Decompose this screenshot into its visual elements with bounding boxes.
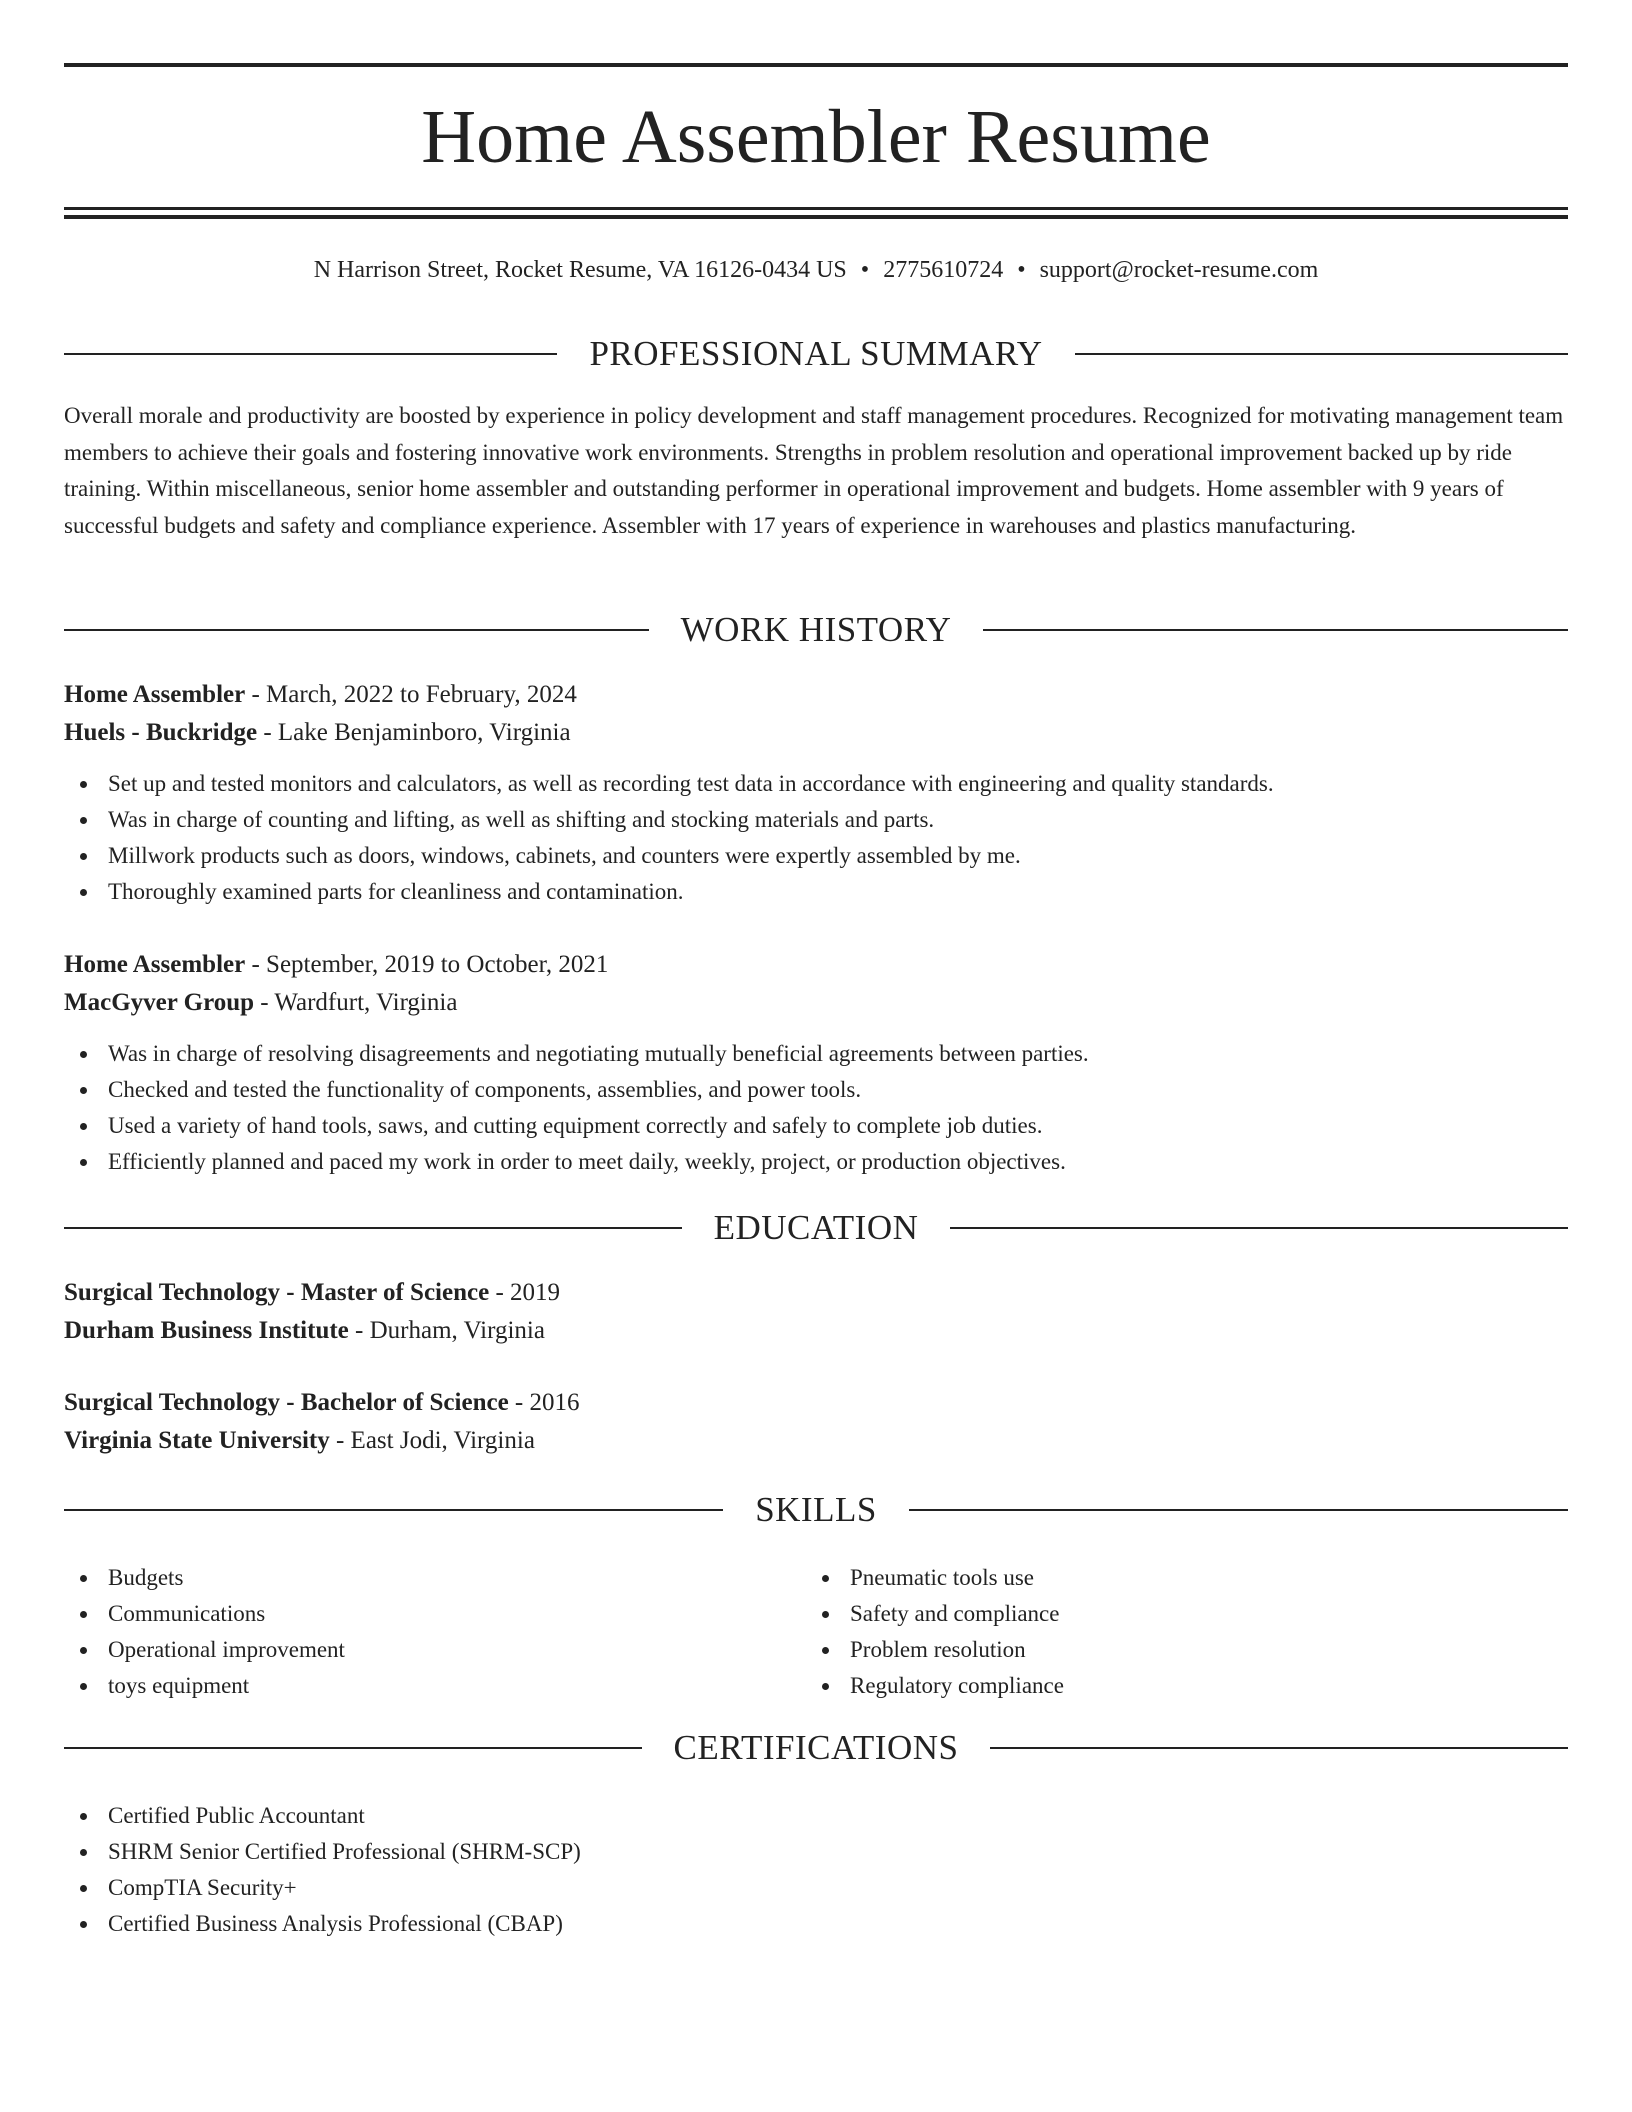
summary-text: Overall morale and productivity are boosted by experience in policy development and staff management procedures. Recognized for motivating management team members to achieve their goals and fostering innovative work environments. Strengths in problem resolution and operational improvement backed up by ride training. Within miscellaneous, senior home assembler and outstanding performer in operational improvement and budgets. Home assembler with 9 years of successful budgets and safety and compliance experience. Assembler with 17 years of experience in warehouses and plastics manufacturing. (64, 403, 1564, 538)
list-item (64, 874, 1568, 910)
education-school: Virginia State University (64, 1427, 330, 1454)
job-role: Home Assembler (64, 951, 246, 978)
education-degree-line (64, 1274, 1568, 1312)
education-location: - Durham, Virginia (348, 1317, 545, 1344)
skill-text: toys equipment (108, 1673, 250, 1698)
certification-text: Certified Business Analysis Professional (CBAP) (108, 1911, 563, 1936)
education-degree: Surgical Technology - Bachelor of Science (64, 1389, 509, 1416)
bullet-icon (80, 1051, 87, 1058)
bullet-text: Millwork products such as doors, windows, cabinets, and counters were expertly assembled by me. (108, 843, 1021, 868)
list-item (64, 1108, 1568, 1144)
list-item (64, 1798, 1568, 1834)
education-school-line (64, 1312, 1568, 1350)
bullet-icon (80, 1123, 87, 1130)
title-double-rule-lower (64, 215, 1568, 219)
list-item (806, 1596, 1506, 1632)
bullet-icon (80, 1087, 87, 1094)
list-item (64, 1144, 1568, 1180)
section-title: WORK HISTORY (680, 610, 952, 649)
section-heading-skills (64, 1490, 1568, 1530)
list-item (806, 1560, 1506, 1596)
contact-phone: 2775610724 (883, 257, 1004, 283)
skill-text: Regulatory compliance (850, 1673, 1064, 1698)
section-heading-summary (64, 334, 1568, 374)
heading-rule (1075, 353, 1568, 355)
bullet-icon (80, 1159, 87, 1166)
heading-rule (950, 1227, 1568, 1229)
job-role: Home Assembler (64, 681, 246, 708)
contact-separator: • (1017, 257, 1026, 283)
contact-line (64, 254, 1568, 286)
job-bullets (64, 766, 1568, 910)
skill-text: Budgets (108, 1565, 184, 1590)
bullet-text: Was in charge of counting and lifting, as well as shifting and stocking materials and parts. (108, 807, 935, 832)
bullet-icon (80, 1885, 87, 1892)
contact-email: support@rocket-resume.com (1039, 257, 1319, 283)
certification-text: SHRM Senior Certified Professional (SHRM-SCP) (108, 1839, 581, 1864)
education-entry (64, 1384, 1568, 1460)
bullet-icon (822, 1611, 829, 1618)
certifications-list (64, 1798, 1568, 1942)
heading-rule (990, 1747, 1568, 1749)
job-location: - Lake Benjaminboro, Virginia (257, 719, 571, 746)
list-item (64, 1834, 1568, 1870)
section-heading-work (64, 610, 1568, 650)
bullet-icon (822, 1575, 829, 1582)
skill-text: Operational improvement (108, 1637, 345, 1662)
bullet-icon (80, 889, 87, 896)
skill-text: Pneumatic tools use (850, 1565, 1034, 1590)
bullet-icon (80, 1611, 87, 1618)
bullet-icon (80, 1813, 87, 1820)
list-item (64, 1632, 764, 1668)
contact-separator: • (860, 257, 870, 283)
bullet-icon (80, 781, 87, 788)
job-location: - Wardfurt, Virginia (254, 989, 458, 1016)
list-item (64, 1668, 764, 1704)
list-item (806, 1632, 1506, 1668)
list-item (64, 1870, 1568, 1906)
section-title: EDUCATION (713, 1208, 919, 1247)
bullet-icon (80, 1921, 87, 1928)
bullet-icon (80, 853, 87, 860)
resume-title: Home Assembler Resume (421, 95, 1211, 179)
job-entry (64, 676, 1568, 910)
list-item (64, 1036, 1568, 1072)
list-item (64, 1072, 1568, 1108)
heading-rule (64, 353, 557, 355)
education-degree: Surgical Technology - Master of Science (64, 1279, 490, 1306)
bullet-text: Set up and tested monitors and calculators, as well as recording test data in accordance with engineering and quality standards. (108, 771, 1274, 796)
job-company: Huels - Buckridge (64, 719, 258, 746)
bullet-icon (80, 1575, 87, 1582)
section-heading-certifications (64, 1728, 1568, 1768)
skills-column-left (64, 1560, 764, 1704)
heading-rule (64, 629, 649, 631)
job-dates: - September, 2019 to October, 2021 (245, 951, 609, 978)
job-entry (64, 946, 1568, 1180)
heading-rule (909, 1509, 1568, 1511)
job-title-line (64, 676, 1568, 714)
bullet-icon (80, 1849, 87, 1856)
bullet-icon (80, 1647, 87, 1654)
list-item (64, 838, 1568, 874)
list-item (64, 766, 1568, 802)
bullet-icon (822, 1647, 829, 1654)
education-school: Durham Business Institute (64, 1317, 349, 1344)
bullet-text: Thoroughly examined parts for cleanliness and contamination. (108, 879, 684, 904)
education-year: - 2019 (489, 1279, 561, 1306)
certification-text: CompTIA Security+ (108, 1875, 297, 1900)
section-title: PROFESSIONAL SUMMARY (589, 334, 1043, 373)
education-year: - 2016 (508, 1389, 580, 1416)
certification-text: Certified Public Accountant (108, 1803, 365, 1828)
section-title: SKILLS (755, 1490, 877, 1529)
list-item (64, 1560, 764, 1596)
bullet-text: Checked and tested the functionality of components, assemblies, and power tools. (108, 1077, 862, 1102)
list-item (64, 1596, 764, 1632)
skill-text: Communications (108, 1601, 266, 1626)
job-bullets (64, 1036, 1568, 1180)
job-company-line (64, 714, 1568, 752)
education-entry (64, 1274, 1568, 1350)
heading-rule (64, 1227, 682, 1229)
skills-list (806, 1560, 1506, 1704)
job-title-line (64, 946, 1568, 984)
certifications-block (64, 1798, 1568, 1942)
bullet-text: Efficiently planned and paced my work in order to meet daily, weekly, project, or production objectives. (108, 1149, 1066, 1174)
list-item (806, 1668, 1506, 1704)
job-company: MacGyver Group (64, 989, 255, 1016)
skills-list (64, 1560, 764, 1704)
bullet-icon (80, 817, 87, 824)
list-item (64, 1906, 1568, 1942)
bullet-icon (822, 1683, 829, 1690)
bullet-icon (80, 1683, 87, 1690)
top-rule (64, 63, 1568, 67)
job-company-line (64, 984, 1568, 1022)
heading-rule (64, 1747, 642, 1749)
section-title: CERTIFICATIONS (673, 1728, 959, 1767)
heading-rule (983, 629, 1568, 631)
education-school-line (64, 1422, 1568, 1460)
skills-column-right (806, 1560, 1506, 1704)
skill-text: Problem resolution (850, 1637, 1026, 1662)
contact-address: N Harrison Street, Rocket Resume, VA 16126-0434 US (313, 257, 847, 283)
bullet-text: Was in charge of resolving disagreements and negotiating mutually beneficial agreements between parties. (108, 1041, 1089, 1066)
title-double-rule-upper (64, 207, 1568, 210)
skill-text: Safety and compliance (850, 1601, 1060, 1626)
education-degree-line (64, 1384, 1568, 1422)
bullet-text: Used a variety of hand tools, saws, and cutting equipment correctly and safely to complete job duties. (108, 1113, 1043, 1138)
heading-rule (64, 1509, 723, 1511)
section-heading-education (64, 1208, 1568, 1248)
education-location: - East Jodi, Virginia (329, 1427, 535, 1454)
job-dates: - March, 2022 to February, 2024 (245, 681, 577, 708)
list-item (64, 802, 1568, 838)
